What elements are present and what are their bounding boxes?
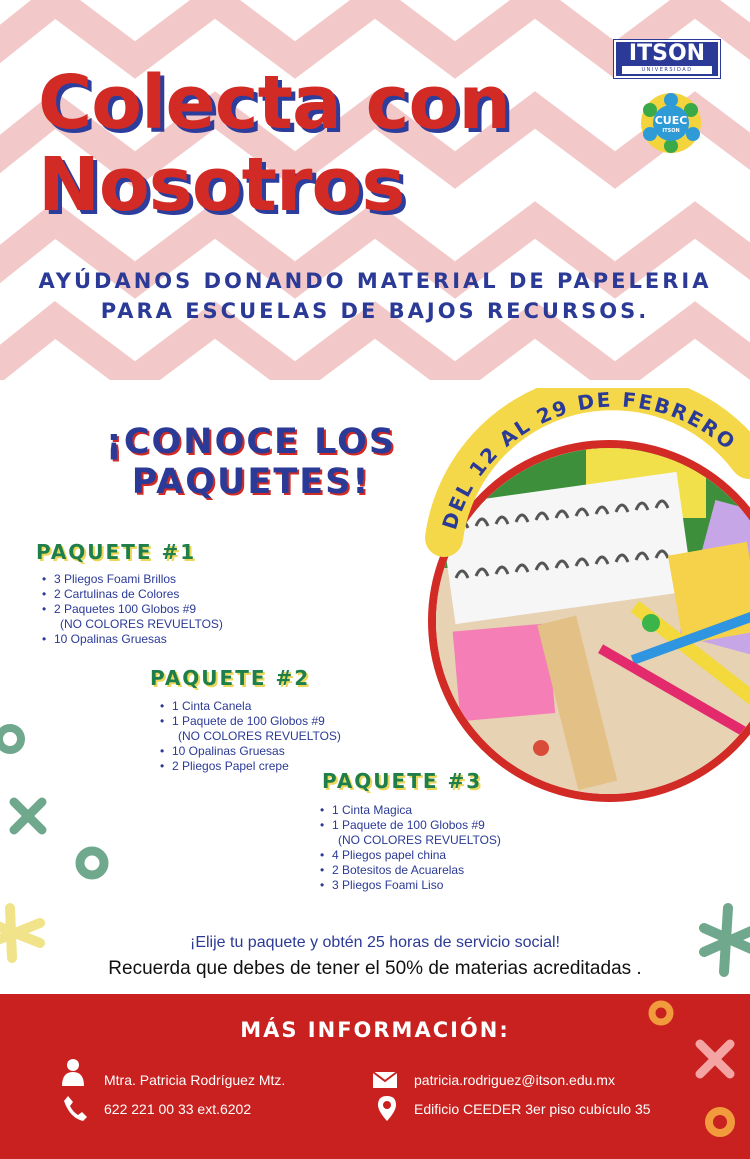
subtitle-line1: AYÚDANOS DONANDO MATERIAL DE PAPELERIA bbox=[38, 269, 712, 293]
package-1-title: PAQUETE #1 bbox=[36, 540, 197, 564]
list-item: • 1 Cinta Magica bbox=[318, 803, 501, 818]
contact-phone[interactable]: 622 221 00 33 ext.6202 bbox=[104, 1101, 252, 1117]
packages-heading bbox=[86, 422, 416, 502]
packages-heading-line2: PAQUETES! bbox=[131, 462, 371, 502]
subtitle-line2: PARA ESCUELAS DE BAJOS RECURSOS. bbox=[100, 299, 650, 323]
phone-icon bbox=[62, 1094, 88, 1122]
date-banner-text: DEL 12 AL 29 DE FEBRERO bbox=[437, 388, 742, 533]
main-title-line1: Colecta con bbox=[38, 60, 511, 146]
package-2-title: PAQUETE #2 bbox=[150, 666, 311, 690]
cuec-logo-text: CUEC bbox=[654, 114, 688, 127]
subtitle bbox=[0, 266, 750, 326]
list-item: • 2 Botesitos de Acuarelas bbox=[318, 863, 501, 878]
cta-requirement: Recuerda que debes de tener el 50% de materias acreditadas . bbox=[108, 958, 642, 979]
itson-logo bbox=[614, 40, 720, 78]
contact-name: Mtra. Patricia Rodríguez Mtz. bbox=[104, 1072, 286, 1088]
package-1-list bbox=[40, 572, 223, 647]
cta-service-hours: ¡Elije tu paquete y obtén 25 horas de servicio social! bbox=[190, 934, 560, 951]
list-item: • 2 Pliegos Papel crepe bbox=[158, 759, 341, 774]
circle-decoration-icon bbox=[0, 722, 30, 756]
list-item: • 2 Cartulinas de Colores bbox=[40, 587, 223, 602]
list-item: • 3 Pliegos Foami Brillos bbox=[40, 572, 223, 587]
cuec-logo-subtext: ITSON bbox=[662, 128, 680, 134]
date-banner bbox=[414, 388, 750, 568]
person-icon bbox=[60, 1058, 86, 1086]
location-pin-icon bbox=[374, 1094, 400, 1122]
main-title-line2: Nosotros bbox=[38, 142, 405, 228]
cuec-logo bbox=[638, 90, 704, 156]
x-decoration-icon bbox=[692, 1036, 738, 1082]
list-item: • 1 Cinta Canela bbox=[158, 699, 341, 714]
package-3-list bbox=[318, 803, 501, 893]
contact-location: Edificio CEEDER 3er piso cubículo 35 bbox=[414, 1101, 651, 1117]
list-item: • 10 Opalinas Gruesas bbox=[40, 632, 223, 647]
list-item: • 2 Paquetes 100 Globos #9 (NO COLORES REVUELTOS) bbox=[40, 602, 223, 632]
list-item: • 3 Pliegos Foami Liso bbox=[318, 878, 501, 893]
itson-logo-subtext: UNIVERSIDAD bbox=[622, 66, 712, 74]
package-3-title: PAQUETE #3 bbox=[322, 769, 483, 793]
list-item: • 1 Paquete de 100 Globos #9 (NO COLORES REVUELTOS) bbox=[318, 818, 501, 848]
package-2-list bbox=[158, 699, 341, 774]
contact-email[interactable]: patricia.rodriguez@itson.edu.mx bbox=[414, 1072, 615, 1088]
list-item: • 10 Opalinas Gruesas bbox=[158, 744, 341, 759]
list-item: • 4 Pliegos papel china bbox=[318, 848, 501, 863]
list-item: • 1 Paquete de 100 Globos #9 (NO COLORES REVUELTOS) bbox=[158, 714, 341, 744]
mail-icon bbox=[372, 1066, 398, 1094]
itson-logo-text: ITSON bbox=[628, 41, 706, 66]
circle-decoration-icon bbox=[646, 998, 676, 1028]
footer-title: MÁS INFORMACIÓN: bbox=[240, 1018, 510, 1042]
circle-decoration-icon bbox=[702, 1104, 738, 1140]
main-title bbox=[38, 62, 510, 226]
x-decoration-icon bbox=[6, 794, 50, 838]
circle-decoration-icon bbox=[74, 845, 110, 881]
packages-heading-line1: ¡CONOCE LOS bbox=[105, 422, 397, 462]
